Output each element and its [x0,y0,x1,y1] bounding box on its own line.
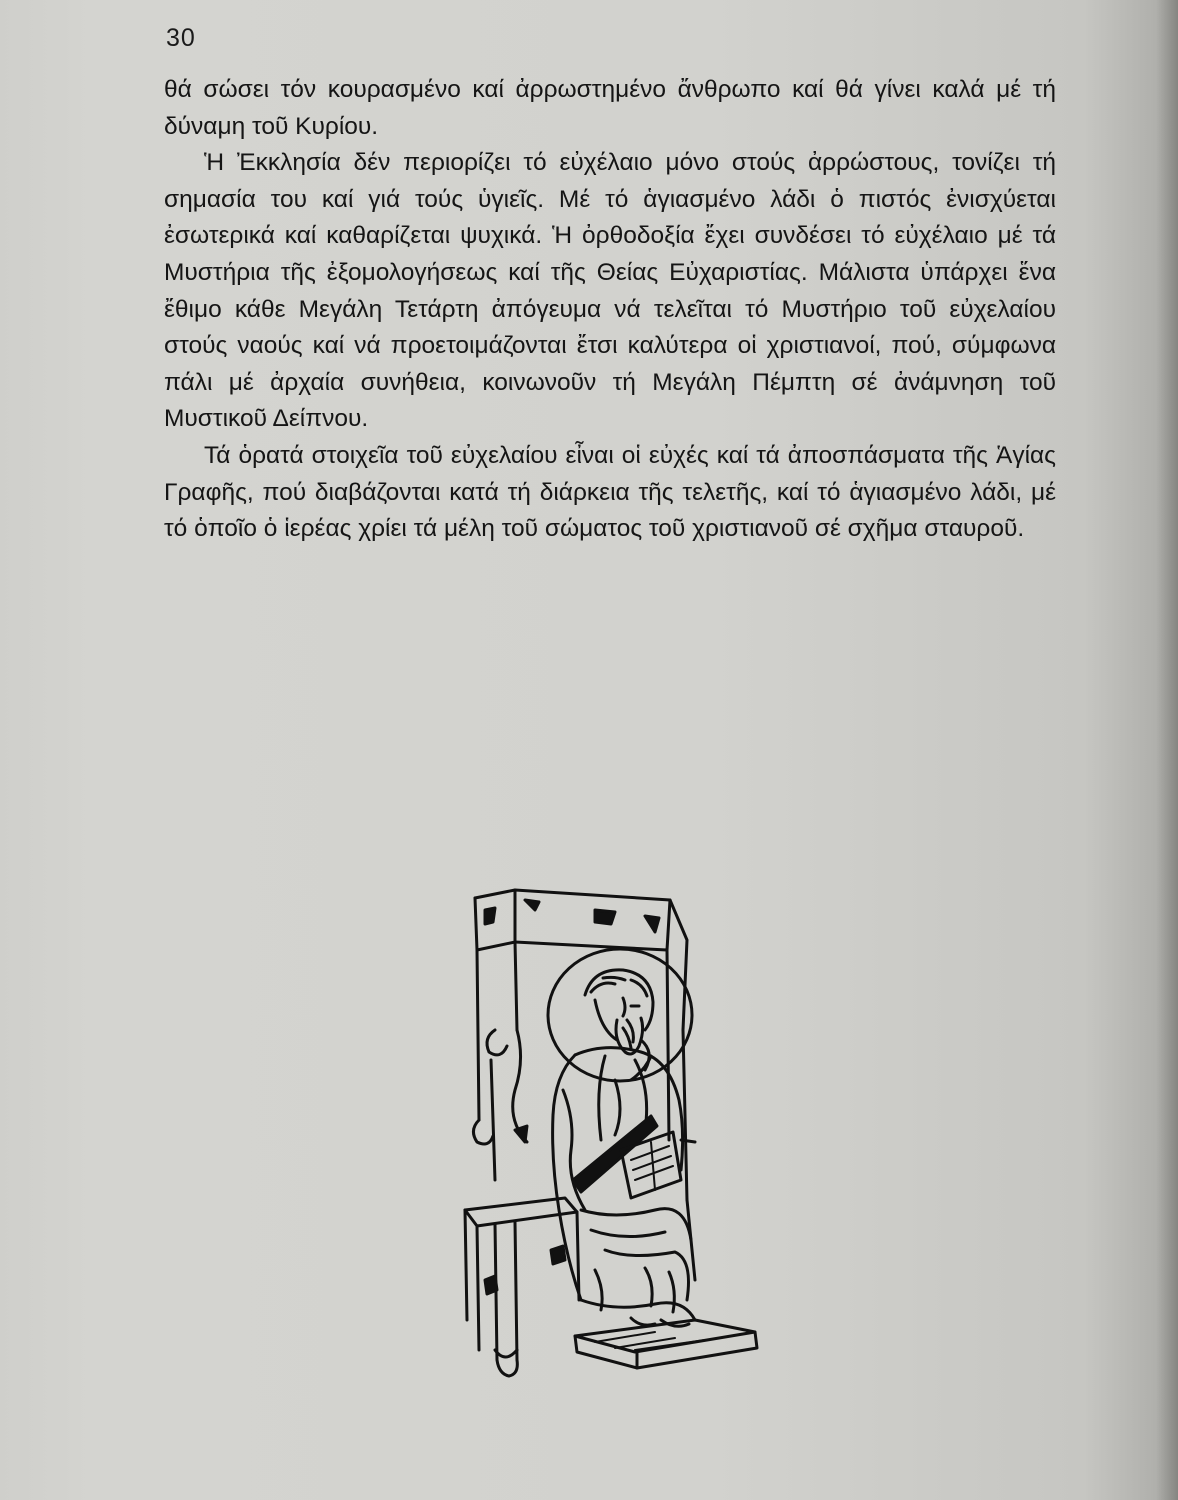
paragraph-visible-elements: Τά ὁρατά στοιχεῖα τοῦ εὐχελαίου εἶναι οἱ εὐχές καί τά ἀποσπάσματα τῆς Ἁγίας Γραφῆς, πού διαβάζονται κατά τή διάρκεια τῆς τελετῆς, καί τό ἁγιασμένο λάδι, μέ τό ὁποῖο ὁ ἱερέας χρίει τά μέλη τοῦ σώματος τοῦ χριστιανοῦ σέ σχῆμα σταυροῦ. [164,441,1056,543]
body-text [164,72,1056,548]
page-number: 30 [166,24,196,52]
seated-saint-illustration [455,880,800,1400]
paragraph-continuation: θά σώσει τόν κουρασμένο καί ἀρρωστημένο ἄνθρωπο καί θά γίνει καλά μέ τή δύναμη τοῦ Κυρίου. [164,76,1056,140]
paragraph-church-unction: Ἡ Ἐκκλησία δέν περιορίζει τό εὐχέλαιο μόνο στούς ἀρρώστους, τονίζει τή σημασία του καί γιά τούς ὑγιεῖς. Μέ τό ἁγιασμένο λάδι ὁ πιστός ἐνισχύεται ἐσωτερικά καί καθαρίζεται ψυχικά. Ἡ ὀρθοδοξία ἔχει συνδέσει τό εὐχέλαιο μέ τά Μυστήρια τῆς ἐξομολογήσεως καί τῆς Θείας Εὐχαριστίας. Μάλιστα ὑπάρχει ἕνα ἔθιμο κάθε Μεγάλη Τετάρτη ἀπόγευμα νά τελεῖται τό Μυστήριο τοῦ εὐχελαίου στούς ναούς καί νά προετοιμάζονται ἔτσι καλύτερα οἱ χριστιανοί, πού, σύμφωνα πάλι μέ ἀρχαία συνήθεια, κοινωνοῦν τή Μεγάλη Πέμπτη σέ ἀνάμνηση τοῦ Μυστικοῦ Δείπνου. [164,149,1056,433]
page-edge-shadow [1156,0,1178,1500]
